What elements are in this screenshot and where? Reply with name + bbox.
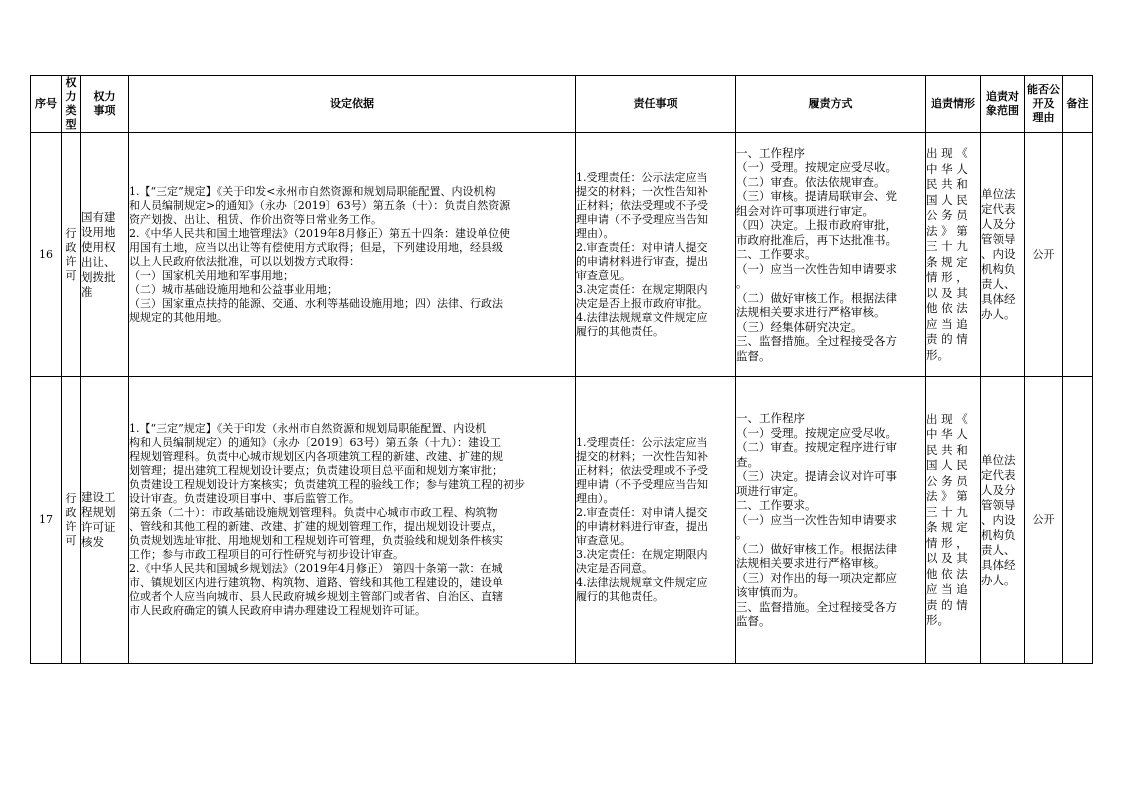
row-power-item: 建设工 程规划 许可证 核发 bbox=[81, 377, 129, 664]
row-duty: 1.受理责任：公示法定应当 提交的材料；一次性告知补 正材料；依法受理或不予受 理申请（不予受理应当告知 理由）。 2.审查责任：对申请人提交 的申请材料进行审查，提出 审查意见。 3.决定责任：在规定期限内 决定是否同意。 4.法律法规规章文件规定应 履行的其他责任。 bbox=[576, 377, 736, 664]
row-method: 一、工作程序 （一）受理。按规定应受尽收。 （二）审查。依法依规审查。 （三）审核。提请局联审会、党 组会对许可事项进行审定。 （四）决定。上报市政府审批， 市政府批准后，再下达批准书。 二、工作要求。 （一）应当一次性告知申请要求 。 （二）做好审核工作。根据法律 法规相关要求进行严格审核。 （三）经集体研究决定。 三、监督措施。全过程接受各方 监督。 bbox=[736, 133, 926, 377]
header-basis: 设定依据 bbox=[129, 76, 576, 133]
row-scope: 单位法 定代表 人及分 管领导 、内设 机构负 责人、 具体经 办人。 bbox=[981, 377, 1025, 664]
row-seq: 17 bbox=[31, 377, 62, 664]
row-open: 公开 bbox=[1025, 133, 1063, 377]
table-row bbox=[31, 377, 1093, 664]
header-duty: 责任事项 bbox=[576, 76, 736, 133]
header-scope: 追责对 象范围 bbox=[981, 76, 1025, 133]
row-basis: 1.【“三定”规定】《关于印发<永州市自然资源和规划局职能配置、内设机构 和人员编制规定>的通知》（永办〔2019〕63号）第五条（十）：负责自然资源 资产划拨、出让、租赁、作价出资等日常业务工作。 2.《中华人民共和国土地管理法》（2019年8月修正）第五十四条：建设单位使 用国有土地，应当以出让等有偿使用方式取得；但是，下列建设用地，经县级 以上人民政府依法批准，可以以划拨方式取得： （一）国家机关用地和军事用地； （二）城市基础设施用地和公益事业用地； （三）国家重点扶持的能源、交通、水利等基础设施用地；四）法律、行政法 规规定的其他用地。 bbox=[129, 133, 576, 377]
row-trace: 出 现 《 中 华 人 民 共 和 国 人 民 公 务 员 法 》 第 三 十 九 条 规 定 情 形 ， 以 及 其 他 依 法 应 当 追 责 的 情 形。 bbox=[926, 133, 981, 377]
header-seq: 序号 bbox=[31, 76, 62, 133]
header-open: 能否公 开及 理由 bbox=[1025, 76, 1063, 133]
header-power-type: 权 力 类 型 bbox=[62, 76, 81, 133]
row-method: 一、工作程序 （一）受理。按规定应受尽收。 （二）审查。按规定程序进行审 查。 （三）决定。提请会议对许可事 项进行审定。 二、工作要求。 （一）应当一次性告知申请要求 。 （二）做好审核工作。根据法律 法规相关要求进行严格审核。 （三）对作出的每一项决定都应 该审慎而为。 三、监督措施。全过程接受各方 监督。 bbox=[736, 377, 926, 664]
row-power-type: 行 政 许 可 bbox=[62, 133, 81, 377]
header-note: 备注 bbox=[1063, 76, 1093, 133]
row-note bbox=[1063, 377, 1093, 664]
header-power-item: 权力 事项 bbox=[81, 76, 129, 133]
row-duty: 1.受理责任：公示法定应当 提交的材料；一次性告知补 正材料；依法受理或不予受 理申请（不予受理应当告知 理由）。 2.审查责任：对申请人提交 的申请材料进行审查，提出 审查意见。 3.决定责任：在规定期限内 决定是否上报市政府审批。 4.法律法规规章文件规定应 履行的其他责任。 bbox=[576, 133, 736, 377]
row-power-type: 行 政 许 可 bbox=[62, 377, 81, 664]
row-open: 公开 bbox=[1025, 377, 1063, 664]
row-basis: 1.【“三定”规定】《关于印发（永州市自然资源和规划局职能配置、内设机 构和人员编制规定）的通知》（永办〔2019〕63号）第五条（十九）：建设工 程规划管理科。负责中心城市规划区内各项建筑工程的新建、改建、扩建的规 划管理；提出建筑工程规划设计要点；负责建设项目总平面和规划方案审批； 负责建设工程规划设计方案核实；负责建筑工程的验线工作；参与建筑工程的初步 设计审查。负责建设项目事中、事后监管工作。 第五条（二十）：市政基础设施规划管理科。负责中心城市市政工程、构筑物 、管线和其他工程的新建、改建、扩建的规划管理工作，提出规划设计要点， 负责规划选址审批、用地规划和工程规划许可管理，负责验线和规划条件核实 工作；参与市政工程项目的可行性研究与初步设计审查。 2.《中华人民共和国城乡规划法》（2019年4月修正） 第四十条第一款：在城 市、镇规划区内进行建筑物、构筑物、道路、管线和其他工程建设的，建设单 位或者个人应当向城市、县人民政府城乡规划主管部门或者省、自治区、直辖 市人民政府确定的镇人民政府申请办理建设工程规划许可证。 bbox=[129, 377, 576, 664]
row-trace: 出 现 《 中 华 人 民 共 和 国 人 民 公 务 员 法 》 第 三 十 九 条 规 定 情 形 ， 以 及 其 他 依 法 应 当 追 责 的 情 形。 bbox=[926, 377, 981, 664]
row-seq: 16 bbox=[31, 133, 62, 377]
header-method: 履责方式 bbox=[736, 76, 926, 133]
row-scope: 单位法 定代表 人及分 管领导 、内设 机构负 责人、 具体经 办人。 bbox=[981, 133, 1025, 377]
header-row bbox=[31, 76, 1093, 133]
row-power-item: 国有建 设用地 使用权 出让、 划拨批 准 bbox=[81, 133, 129, 377]
power-list-table bbox=[30, 75, 1093, 664]
header-trace: 追责情形 bbox=[926, 76, 981, 133]
table-row bbox=[31, 133, 1093, 377]
row-note bbox=[1063, 133, 1093, 377]
